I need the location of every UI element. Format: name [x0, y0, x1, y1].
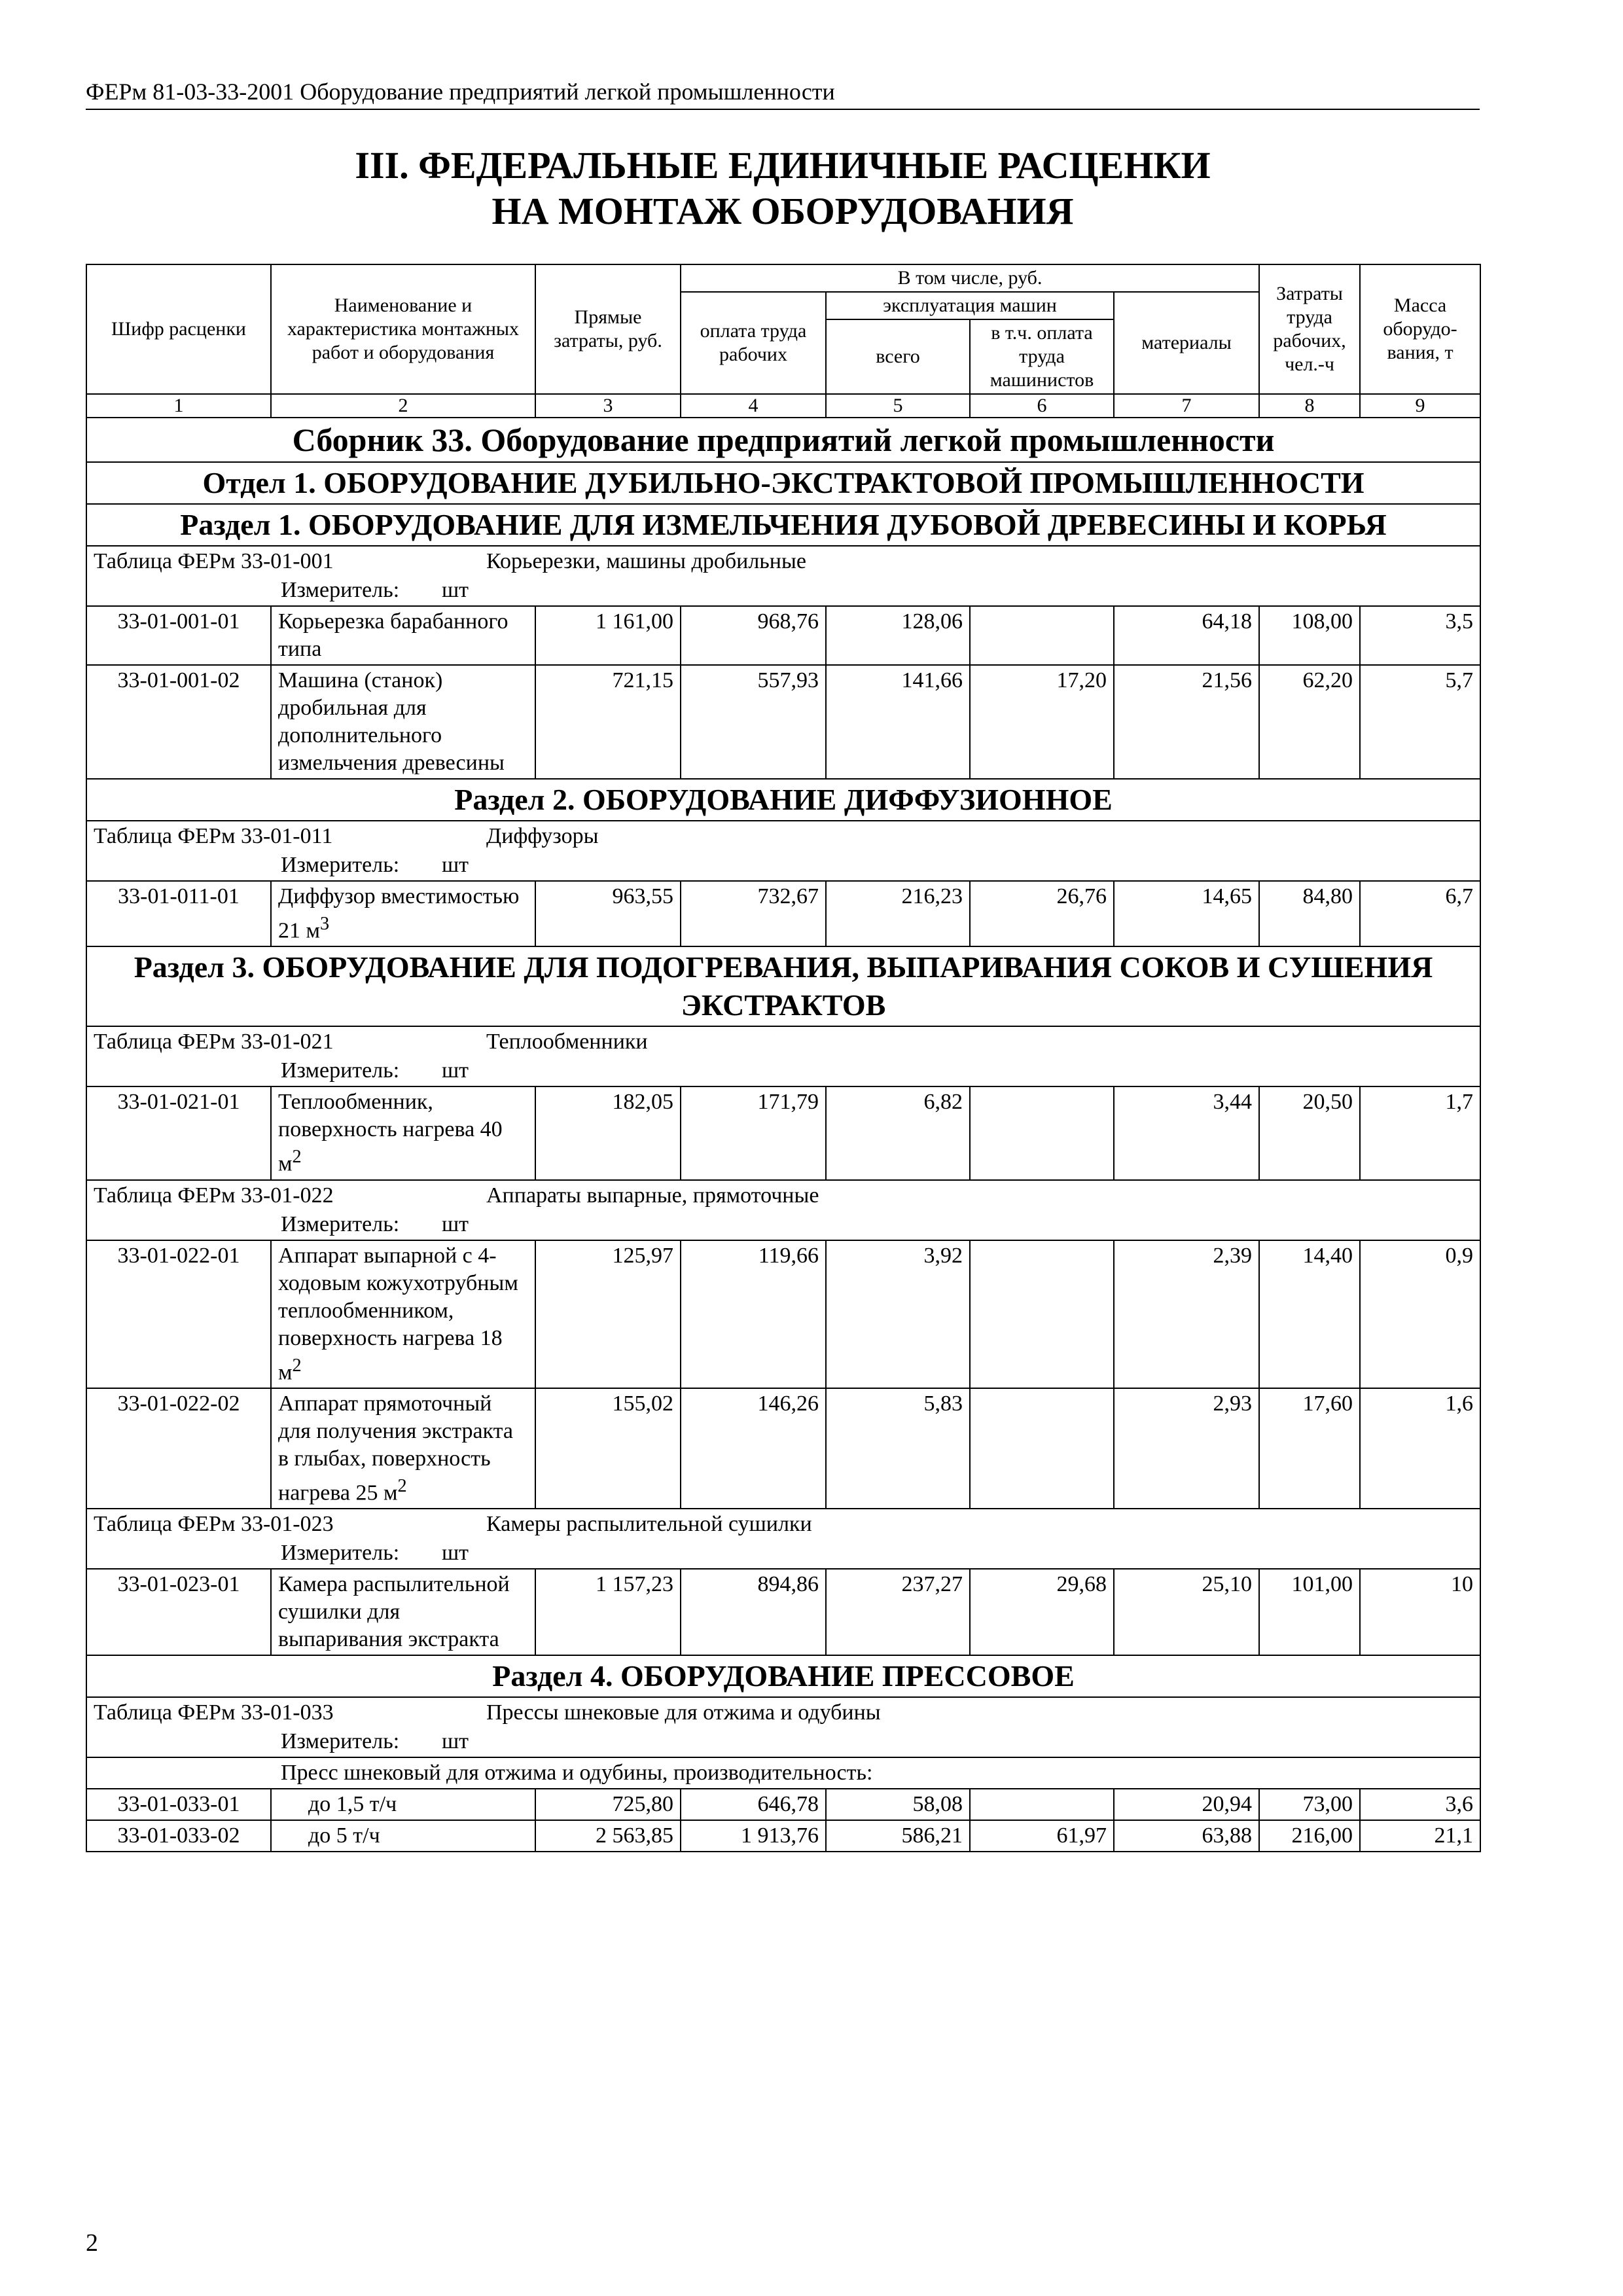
direct-cost: 1 161,00	[535, 606, 681, 665]
table-name: Прессы шнековые для отжима и одубины	[486, 1700, 881, 1725]
direct-cost: 725,80	[535, 1789, 681, 1820]
section-title: Раздел 4. ОБОРУДОВАНИЕ ПРЕССОВОЕ	[86, 1655, 1480, 1697]
col-header-labor-cost: Затраты труда рабочих, чел.-ч	[1259, 264, 1360, 394]
materials: 64,18	[1114, 606, 1259, 665]
rate-code: 33-01-022-02	[86, 1388, 271, 1509]
materials: 21,56	[1114, 665, 1259, 779]
col-header-labor-pay: оплата труда рабочих	[681, 292, 826, 394]
labor-pay: 732,67	[681, 881, 826, 946]
machines-total: 237,27	[826, 1569, 970, 1655]
table-label: Таблица ФЕРм 33-01-033	[94, 1700, 334, 1725]
rate-code: 33-01-011-01	[86, 881, 271, 946]
direct-cost: 182,05	[535, 1086, 681, 1179]
machines-total: 58,08	[826, 1789, 970, 1820]
machines-labor	[970, 1086, 1114, 1179]
labor-hours: 73,00	[1259, 1789, 1360, 1820]
meter-unit: шт	[442, 578, 469, 602]
machines-labor: 17,20	[970, 665, 1114, 779]
table-label: Таблица ФЕРм 33-01-023	[94, 1512, 334, 1537]
materials: 2,39	[1114, 1240, 1259, 1388]
table-row	[86, 1789, 1480, 1820]
machines-total: 128,06	[826, 606, 970, 665]
table-row	[86, 1569, 1480, 1655]
rate-code: 33-01-033-01	[86, 1789, 271, 1820]
col-number: 1	[86, 394, 271, 418]
equipment-mass: 10	[1360, 1569, 1480, 1655]
meter-label: Измеритель:	[281, 1211, 400, 1236]
meter-unit: шт	[442, 853, 469, 877]
col-number: 5	[826, 394, 970, 418]
col-number: 3	[535, 394, 681, 418]
equipment-mass: 1,7	[1360, 1086, 1480, 1179]
materials: 2,93	[1114, 1388, 1259, 1509]
table-label: Таблица ФЕРм 33-01-001	[94, 549, 334, 573]
col-number: 7	[1114, 394, 1259, 418]
table-heading	[86, 1026, 1480, 1056]
machines-total: 5,83	[826, 1388, 970, 1509]
direct-cost: 963,55	[535, 881, 681, 946]
table-row	[86, 665, 1480, 779]
machines-labor: 29,68	[970, 1569, 1114, 1655]
rate-name-cell	[271, 1240, 535, 1388]
col-number: 2	[271, 394, 535, 418]
rate-name: Теплообменник, поверхность нагрева 40 м	[278, 1090, 503, 1176]
equipment-mass: 1,6	[1360, 1388, 1480, 1509]
labor-hours: 216,00	[1259, 1820, 1360, 1852]
meter-label: Измеритель:	[281, 1058, 400, 1083]
materials: 3,44	[1114, 1086, 1259, 1179]
rate-name: до 5 т/ч	[271, 1820, 535, 1852]
machines-labor	[970, 1789, 1114, 1820]
col-header-materials: материалы	[1114, 292, 1259, 394]
table-label: Таблица ФЕРм 33-01-011	[94, 824, 333, 848]
section-title: Раздел 1. ОБОРУДОВАНИЕ ДЛЯ ИЗМЕЛЬЧЕНИЯ ДУБОВОЙ ДРЕВЕСИНЫ И КОРЬЯ	[86, 504, 1480, 546]
group-intro: Пресс шнековый для отжима и одубины, производительность:	[86, 1757, 1480, 1789]
direct-cost: 155,02	[535, 1388, 681, 1509]
table-name: Диффузоры	[486, 824, 599, 848]
running-header: ФЕРм 81-03-33-2001 Оборудование предприятий легкой промышленности	[86, 77, 1480, 110]
unit-exponent: 2	[292, 1355, 302, 1376]
table-row	[86, 1240, 1480, 1388]
machines-labor: 26,76	[970, 881, 1114, 946]
meter-row	[86, 1727, 1480, 1757]
table-name: Теплообменники	[486, 1030, 648, 1054]
meter-unit: шт	[442, 1729, 469, 1754]
table-row	[86, 1388, 1480, 1509]
section-title: Раздел 3. ОБОРУДОВАНИЕ ДЛЯ ПОДОГРЕВАНИЯ, ВЫПАРИВАНИЯ СОКОВ И СУШЕНИЯ ЭКСТРАКТОВ	[86, 946, 1480, 1026]
machines-total: 6,82	[826, 1086, 970, 1179]
materials: 20,94	[1114, 1789, 1259, 1820]
machines-labor	[970, 606, 1114, 665]
materials: 63,88	[1114, 1820, 1259, 1852]
labor-hours: 108,00	[1259, 606, 1360, 665]
equipment-mass: 3,5	[1360, 606, 1480, 665]
table-label: Таблица ФЕРм 33-01-022	[94, 1183, 334, 1208]
meter-label: Измеритель:	[281, 1541, 400, 1566]
title-line-2: НА МОНТАЖ ОБОРУДОВАНИЯ	[491, 190, 1074, 232]
col-header-name: Наименование и характеристика монтажных работ и оборудования	[271, 264, 535, 394]
department-title: Отдел 1. ОБОРУДОВАНИЕ ДУБИЛЬНО-ЭКСТРАКТОВОЙ ПРОМЫШЛЕННОСТИ	[86, 462, 1480, 504]
unit-exponent: 3	[320, 914, 330, 934]
labor-pay: 171,79	[681, 1086, 826, 1179]
table-row	[86, 1086, 1480, 1179]
table-heading	[86, 1697, 1480, 1727]
table-heading	[86, 1180, 1480, 1210]
machines-total: 3,92	[826, 1240, 970, 1388]
materials: 14,65	[1114, 881, 1259, 946]
machines-total: 216,23	[826, 881, 970, 946]
table-label: Таблица ФЕРм 33-01-021	[94, 1030, 334, 1054]
labor-pay: 968,76	[681, 606, 826, 665]
rate-name: Камера распылительной сушилки для выпаривания экстракта	[271, 1569, 535, 1655]
equipment-mass: 6,7	[1360, 881, 1480, 946]
col-header-including: В том числе, руб.	[681, 264, 1259, 292]
unit-exponent: 2	[397, 1475, 407, 1496]
machines-total: 586,21	[826, 1820, 970, 1852]
col-header-mass: Масса оборудо-вания, т	[1360, 264, 1480, 394]
rate-code: 33-01-023-01	[86, 1569, 271, 1655]
labor-pay: 1 913,76	[681, 1820, 826, 1852]
col-number: 6	[970, 394, 1114, 418]
table-name: Корьерезки, машины дробильные	[486, 549, 806, 573]
table-heading	[86, 1509, 1480, 1538]
labor-pay: 119,66	[681, 1240, 826, 1388]
rate-name-cell	[271, 1086, 535, 1179]
meter-row	[86, 1056, 1480, 1086]
table-name: Камеры распылительной сушилки	[486, 1512, 812, 1537]
col-header-machines-total: всего	[826, 319, 970, 394]
rate-name: до 1,5 т/ч	[271, 1789, 535, 1820]
unit-exponent: 2	[292, 1147, 302, 1168]
machines-labor	[970, 1240, 1114, 1388]
direct-cost: 125,97	[535, 1240, 681, 1388]
col-number: 8	[1259, 394, 1360, 418]
rate-name: Диффузор вместимостью 21 м	[278, 884, 520, 943]
equipment-mass: 0,9	[1360, 1240, 1480, 1388]
materials: 25,10	[1114, 1569, 1259, 1655]
equipment-mass: 3,6	[1360, 1789, 1480, 1820]
table-name: Аппараты выпарные, прямоточные	[486, 1183, 819, 1208]
direct-cost: 721,15	[535, 665, 681, 779]
equipment-mass: 21,1	[1360, 1820, 1480, 1852]
rate-name: Аппарат прямоточный для получения экстракта в глыбах, поверхность нагрева 25 м	[278, 1391, 513, 1505]
labor-hours: 62,20	[1259, 665, 1360, 779]
meter-unit: шт	[442, 1058, 469, 1083]
labor-pay: 894,86	[681, 1569, 826, 1655]
labor-pay: 146,26	[681, 1388, 826, 1509]
labor-hours: 17,60	[1259, 1388, 1360, 1509]
section-title: Раздел 2. ОБОРУДОВАНИЕ ДИФФУЗИОННОЕ	[86, 779, 1480, 821]
rate-code: 33-01-001-01	[86, 606, 271, 665]
col-number: 4	[681, 394, 826, 418]
table-heading	[86, 821, 1480, 850]
col-number: 9	[1360, 394, 1480, 418]
collection-title: Сборник 33. Оборудование предприятий легкой промышленности	[86, 418, 1480, 462]
direct-cost: 1 157,23	[535, 1569, 681, 1655]
labor-hours: 101,00	[1259, 1569, 1360, 1655]
labor-hours: 84,80	[1259, 881, 1360, 946]
meter-label: Измеритель:	[281, 853, 400, 877]
table-row	[86, 1820, 1480, 1852]
table-row	[86, 606, 1480, 665]
meter-unit: шт	[442, 1211, 469, 1236]
rate-code: 33-01-001-02	[86, 665, 271, 779]
page-number: 2	[86, 2229, 98, 2257]
col-header-code: Шифр расценки	[86, 264, 271, 394]
title-line-1: III. ФЕДЕРАЛЬНЫЕ ЕДИНИЧНЫЕ РАСЦЕНКИ	[355, 144, 1211, 187]
meter-label: Измеритель:	[281, 578, 400, 602]
labor-pay: 646,78	[681, 1789, 826, 1820]
labor-pay: 557,93	[681, 665, 826, 779]
direct-cost: 2 563,85	[535, 1820, 681, 1852]
col-header-machines-labor: в т.ч. оплата труда машинистов	[970, 319, 1114, 394]
col-header-machines: эксплуатация машин	[826, 292, 1114, 319]
equipment-mass: 5,7	[1360, 665, 1480, 779]
labor-hours: 20,50	[1259, 1086, 1360, 1179]
machines-labor: 61,97	[970, 1820, 1114, 1852]
rate-name-cell	[271, 881, 535, 946]
col-header-direct: Прямые затраты, руб.	[535, 264, 681, 394]
table-heading	[86, 546, 1480, 575]
meter-unit: шт	[442, 1541, 469, 1566]
rates-table	[86, 264, 1481, 1852]
table-row	[86, 881, 1480, 946]
rate-code: 33-01-033-02	[86, 1820, 271, 1852]
rate-name-cell	[271, 1388, 535, 1509]
page-title	[86, 143, 1480, 234]
machines-total: 141,66	[826, 665, 970, 779]
meter-row	[86, 850, 1480, 881]
rate-code: 33-01-021-01	[86, 1086, 271, 1179]
rate-name: Аппарат выпарной с 4-ходовым кожухотрубным теплообменником, поверхность нагрева 18 м	[278, 1243, 518, 1384]
machines-labor	[970, 1388, 1114, 1509]
meter-row	[86, 575, 1480, 606]
labor-hours: 14,40	[1259, 1240, 1360, 1388]
meter-row	[86, 1210, 1480, 1240]
rate-code: 33-01-022-01	[86, 1240, 271, 1388]
meter-label: Измеритель:	[281, 1729, 400, 1754]
rate-name: Корьерезка барабанного типа	[271, 606, 535, 665]
rate-name: Машина (станок) дробильная для дополнительного измельчения древесины	[271, 665, 535, 779]
meter-row	[86, 1538, 1480, 1569]
